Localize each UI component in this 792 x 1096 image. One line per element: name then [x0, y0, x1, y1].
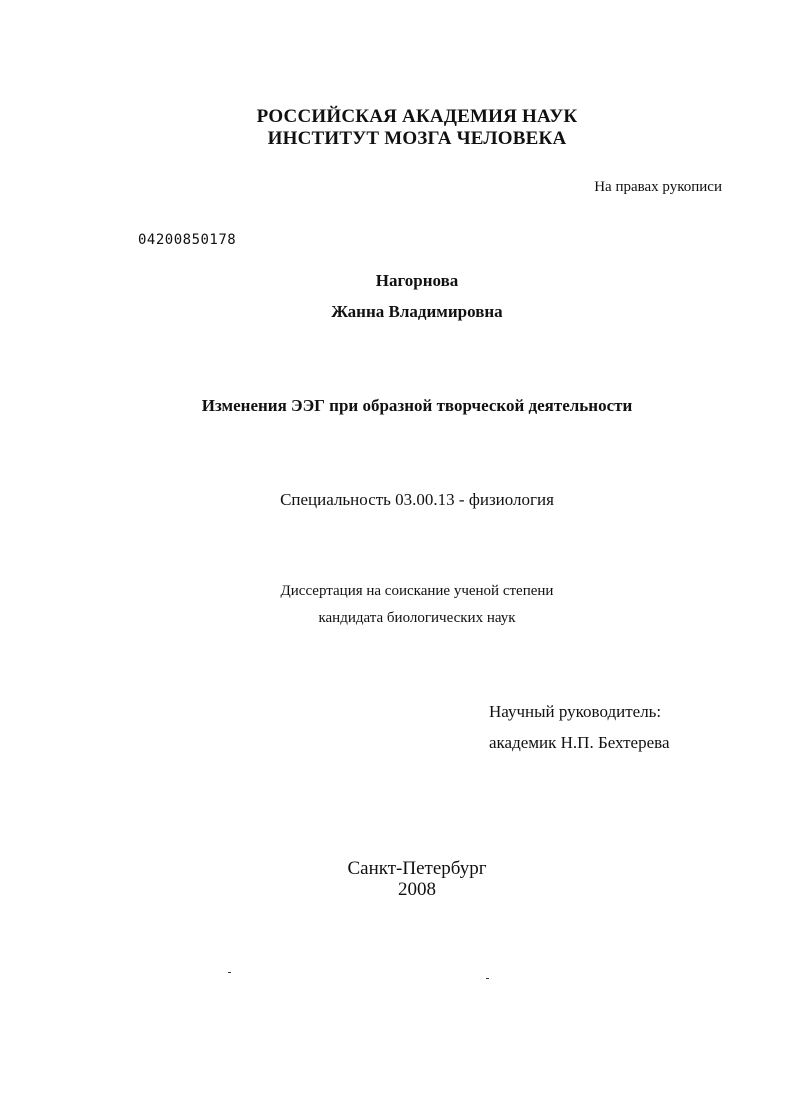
institute-name: ИНСТИТУТ МОЗГА ЧЕЛОВЕКА — [267, 128, 567, 149]
author-given-names: Жанна Владимировна — [331, 302, 503, 321]
rights-note: На правах рукописи — [594, 179, 722, 195]
dissertation-title: Изменения ЭЭГ при образной творческой деятельности — [201, 396, 633, 415]
supervisor-label: Научный руководитель: — [489, 702, 662, 721]
degree-line-2: кандидата биологических наук — [318, 610, 516, 626]
scan-speck — [228, 972, 231, 973]
supervisor-name: академик Н.П. Бехтерева — [489, 733, 670, 752]
archive-number: 04200850178 — [138, 232, 237, 248]
specialty: Специальность 03.00.13 - физиология — [280, 490, 554, 509]
city: Санкт-Петербург — [347, 858, 487, 879]
year: 2008 — [398, 879, 436, 900]
author-surname: Нагорнова — [375, 271, 459, 290]
degree-line-1: Диссертация на соискание ученой степени — [280, 583, 554, 599]
academy-name: РОССИЙСКАЯ АКАДЕМИЯ НАУК — [256, 106, 578, 127]
scan-speck — [486, 978, 489, 979]
